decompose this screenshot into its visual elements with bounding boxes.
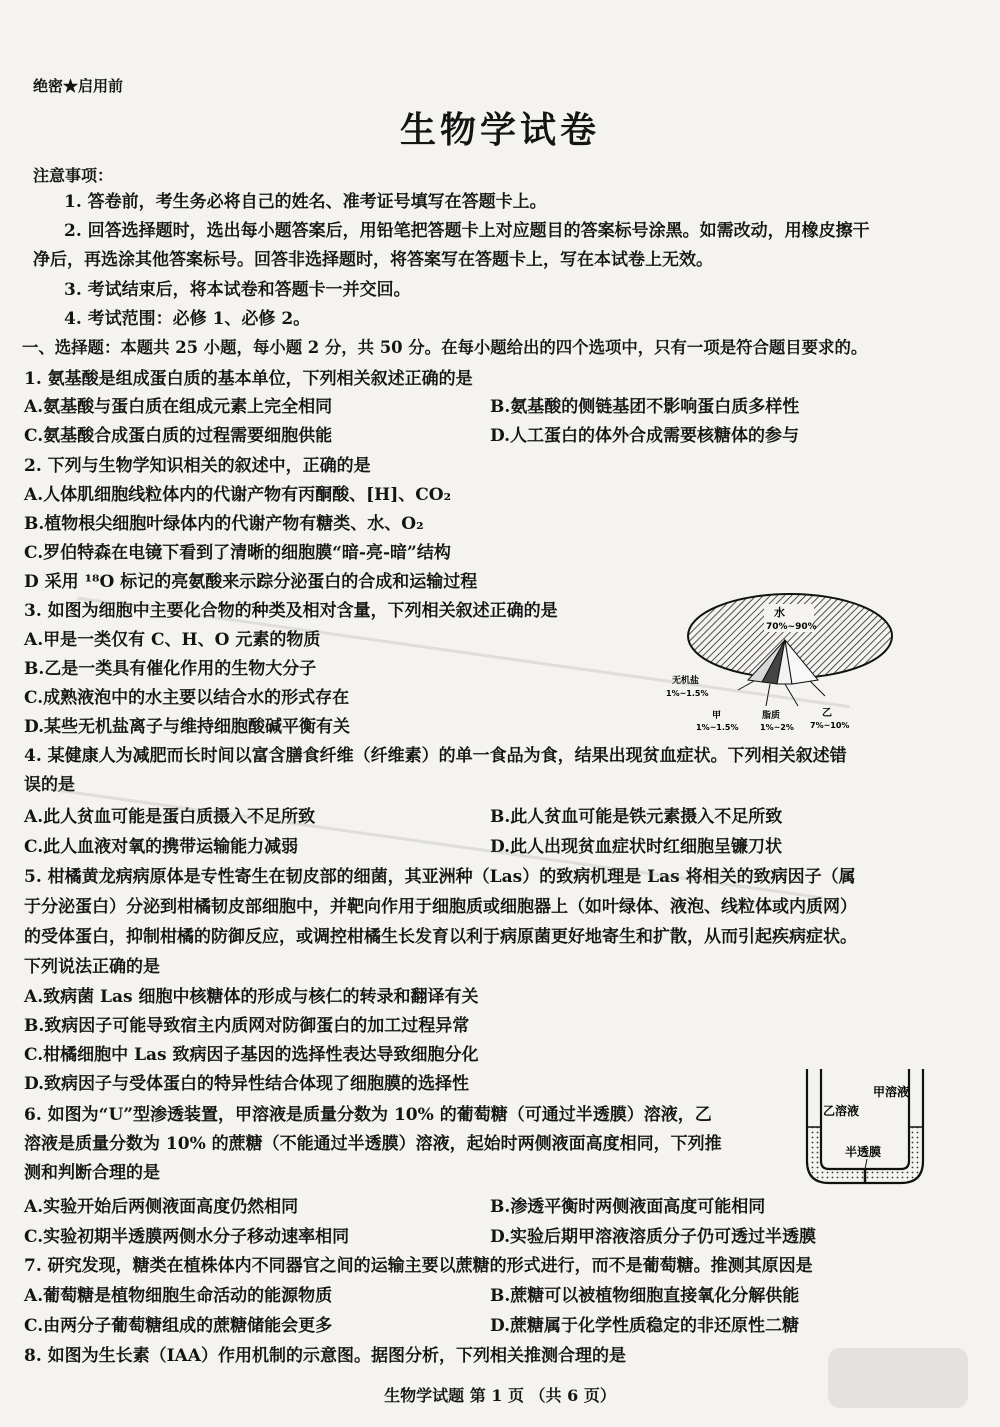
option-b: B.乙是一类具有催化作用的生物大分子 [24, 659, 317, 679]
option-a: A.实验开始后两侧液面高度仍然相同 [24, 1197, 299, 1217]
option-c: C.柑橘细胞中 Las 致病因子基因的选择性表达导致细胞分化 [24, 1045, 479, 1065]
water-label: 水 [774, 606, 785, 619]
question-stem: 下列说法正确的是 [24, 957, 160, 977]
option-d: D.某些无机盐离子与维持细胞酸碱平衡有关 [24, 717, 351, 737]
note-line: 1. 答卷前，考生务必将自己的姓名、准考证号填写在答题卡上。 [64, 192, 547, 212]
option-c: C.此人血液对氧的携带运输能力减弱 [24, 837, 299, 857]
option-c: C.罗伯特森在电镜下看到了清晰的细胞膜“暗-亮-暗”结构 [24, 543, 451, 563]
question-stem: 8. 如图为生长素（IAA）作用机制的示意图。据图分析，下列相关推测合理的是 [24, 1346, 626, 1366]
option-a: A.人体肌细胞线粒体内的代谢产物有丙酮酸、[H]、CO₂ [24, 485, 452, 505]
exam-title: 生物学试卷 [399, 109, 600, 151]
question-stem: 测和判断合理的是 [24, 1163, 160, 1183]
yi-percent: 7%~10% [810, 721, 850, 730]
jia-percent: 1%~1.5% [696, 723, 739, 732]
option-c: C.实验初期半透膜两侧水分子移动速率相同 [24, 1227, 350, 1247]
option-b: B.渗透平衡时两侧液面高度可能相同 [490, 1197, 766, 1217]
option-a: A.致病菌 Las 细胞中核糖体的形成与核仁的转录和翻译有关 [24, 987, 479, 1007]
note-line: 2. 回答选择题时，选出每小题答案后，用铅笔把答题卡上对应题目的答案标号涂黑。如需改动，用橡皮擦干 [64, 221, 870, 241]
salt-label: 无机盐 [672, 676, 700, 686]
option-d: D.致病因子与受体蛋白的特异性结合体现了细胞膜的选择性 [24, 1074, 470, 1094]
jia-label: 甲 [712, 711, 722, 721]
option-b: B.植物根尖细胞叶绿体内的代谢产物有糖类、水、O₂ [24, 514, 424, 534]
option-c: C.由两分子葡萄糖组成的蔗糖储能会更多 [24, 1316, 333, 1336]
notes-heading: 注意事项： [33, 166, 114, 185]
option-a: A.氨基酸与蛋白质在组成元素上完全相同 [24, 397, 333, 417]
option-a: A.此人贫血可能是蛋白质摄入不足所致 [24, 807, 316, 827]
question-stem: 2. 下列与生物学知识相关的叙述中，正确的是 [24, 456, 371, 476]
question-stem: 4. 某健康人为减肥而长时间以富含膳食纤维（纤维素）的单一食品为食，结果出现贫血症状。下列相关叙述错 [24, 746, 847, 766]
question-stem: 误的是 [24, 775, 75, 795]
question-stem: 溶液是质量分数为 10% 的蔗糖（不能通过半透膜）溶液，起始时两侧液面高度相同，下列推 [24, 1134, 722, 1154]
lipid-percent: 1%~2% [760, 723, 794, 732]
option-d: D.蔗糖属于化学性质稳定的非还原性二糖 [490, 1316, 800, 1336]
page-footer: 生物学试题 第 1 页 （共 6 页） [384, 1386, 616, 1405]
membrane-label: 半透膜 [845, 1145, 882, 1159]
option-d: D.实验后期甲溶液溶质分子仍可透过半透膜 [490, 1227, 817, 1247]
note-line: 4. 考试范围：必修 1、必修 2。 [64, 309, 311, 329]
yi-solution-label: 乙溶液 [823, 1104, 860, 1118]
question-stem: 3. 如图为细胞中主要化合物的种类及相对含量，下列相关叙述正确的是 [24, 601, 558, 621]
section-heading: 一、选择题：本题共 25 小题，每小题 2 分，共 50 分。在每小题给出的四个选项中，只有一项是符合题目要求的。 [22, 338, 868, 357]
option-d: D.此人出现贫血症状时红细胞呈镰刀状 [490, 837, 783, 857]
yi-label: 乙 [822, 708, 832, 719]
option-d: D 采用 ¹⁸O 标记的亮氨酸来示踪分泌蛋白的合成和运输过程 [24, 572, 478, 592]
u-tube-diagram [795, 1065, 935, 1190]
confidential-mark: 绝密★启用前 [33, 77, 124, 95]
option-a: A.葡萄糖是植物细胞生命活动的能源物质 [24, 1286, 333, 1306]
option-c: C.氨基酸合成蛋白质的过程需要细胞供能 [24, 426, 333, 446]
note-line: 净后，再选涂其他答案标号。回答非选择题时，将答案写在答题卡上，写在本试卷上无效。 [33, 250, 713, 270]
question-stem: 5. 柑橘黄龙病病原体是专性寄生在韧皮部的细菌，其亚洲种（Las）的致病机理是 Las 将相关的致病因子（属 [24, 867, 856, 887]
note-line: 3. 考试结束后，将本试卷和答题卡一并交回。 [64, 280, 411, 300]
option-b: B.此人贫血可能是铁元素摄入不足所致 [490, 807, 783, 827]
question-stem: 1. 氨基酸是组成蛋白质的基本单位，下列相关叙述正确的是 [24, 369, 473, 389]
option-b: B.氨基酸的侧链基团不影响蛋白质多样性 [490, 397, 800, 417]
question-stem: 6. 如图为“U”型渗透装置，甲溶液是质量分数为 10% 的葡萄糖（可通过半透膜）溶液，乙 [24, 1105, 712, 1125]
water-percent: 70%~90% [766, 622, 817, 632]
question-stem: 的受体蛋白，抑制柑橘的防御反应，或调控柑橘生长发育以利于病原菌更好地寄生和扩散，从而引起疾病症状。 [24, 927, 857, 947]
jia-solution-label: 甲溶液 [873, 1085, 910, 1099]
option-b: B.致病因子可能导致宿主内质网对防御蛋白的加工过程异常 [24, 1016, 470, 1036]
option-d: D.人工蛋白的体外合成需要核糖体的参与 [490, 426, 800, 446]
question-stem: 于分泌蛋白）分泌到柑橘韧皮部细胞中，并靶向作用于细胞质或细胞器上（如叶绿体、液泡、线粒体或内质网） [24, 897, 857, 917]
lipid-label: 脂质 [762, 711, 781, 721]
option-c: C.成熟液泡中的水主要以结合水的形式存在 [24, 688, 350, 708]
question-stem: 7. 研究发现，糖类在植株体内不同器官之间的运输主要以蔗糖的形式进行，而不是葡萄糖。推测其原因是 [24, 1256, 813, 1276]
salt-percent: 1%~1.5% [666, 689, 709, 698]
option-a: A.甲是一类仅有 C、H、O 元素的物质 [24, 630, 321, 650]
option-b: B.蔗糖可以被植物细胞直接氧化分解供能 [490, 1286, 800, 1306]
